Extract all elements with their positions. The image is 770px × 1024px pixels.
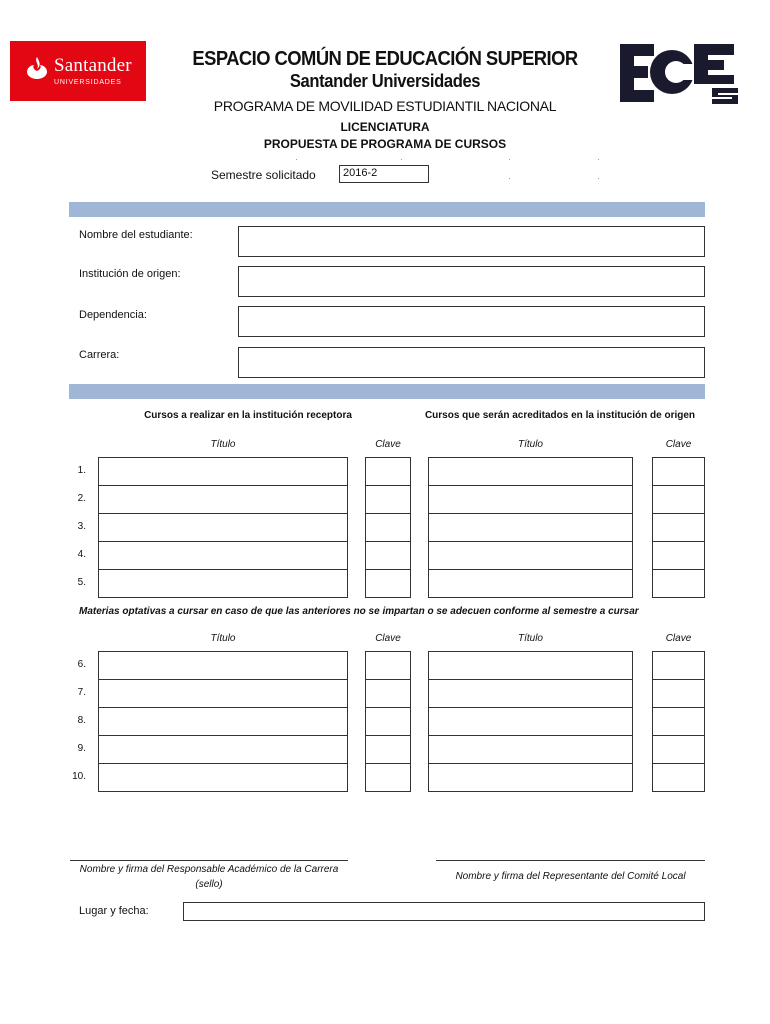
receiving-title-field[interactable] xyxy=(98,485,348,514)
flame-icon xyxy=(25,55,49,81)
origin-institution-label: Institución de origen: xyxy=(79,268,181,280)
receiving-title-field[interactable] xyxy=(98,457,348,486)
origin-title-field[interactable] xyxy=(428,735,633,764)
dot-mark xyxy=(509,178,510,179)
row-number: 4. xyxy=(77,549,86,560)
place-date-field[interactable] xyxy=(183,902,705,921)
student-name-label: Nombre del estudiante: xyxy=(79,229,193,241)
receiving-key-field[interactable] xyxy=(365,485,411,514)
col-title-receiving: Título xyxy=(210,439,236,450)
santander-logo xyxy=(10,41,146,101)
origin-key-field[interactable] xyxy=(652,679,705,708)
receiving-key-field[interactable] xyxy=(365,513,411,542)
optional-courses-header: Materias optativas a cursar en caso de que las anteriores no se impartan o se adecuen conforme al semestre a cursar xyxy=(79,606,639,617)
origin-key-field[interactable] xyxy=(652,541,705,570)
row-number: 2. xyxy=(77,493,86,504)
academic-signature-line xyxy=(70,860,348,861)
origin-title-field[interactable] xyxy=(428,541,633,570)
row-number: 5. xyxy=(77,577,86,588)
santander-brand-text: Santander xyxy=(54,55,132,76)
row-number: 8. xyxy=(77,715,86,726)
col-key-receiving-optional: Clave xyxy=(375,633,401,644)
receiving-courses-header: Cursos a realizar en la institución receptora xyxy=(144,410,352,421)
academic-signature-seal: (sello) xyxy=(195,879,223,890)
col-key-origin-optional: Clave xyxy=(665,633,692,644)
receiving-title-field[interactable] xyxy=(98,569,348,598)
academic-signature-caption xyxy=(70,862,348,892)
sub-title: Santander Universidades xyxy=(289,71,481,91)
program-title: PROGRAMA DE MOVILIDAD ESTUDIANTIL NACIONAL xyxy=(213,98,557,114)
origin-title-field[interactable] xyxy=(428,651,633,680)
ecoes-logo xyxy=(616,42,744,104)
origin-title-field[interactable] xyxy=(428,569,633,598)
section-band xyxy=(69,384,705,399)
origin-courses-header: Cursos que serán acreditados en la institución de origen xyxy=(424,410,696,421)
origin-key-field[interactable] xyxy=(652,485,705,514)
row-number: 3. xyxy=(77,521,86,532)
committee-signature-line xyxy=(436,860,705,861)
origin-key-field[interactable] xyxy=(652,457,705,486)
receiving-key-field[interactable] xyxy=(365,735,411,764)
department-field[interactable] xyxy=(238,306,705,337)
semester-field[interactable]: 2016-2 xyxy=(339,165,429,183)
receiving-title-field[interactable] xyxy=(98,651,348,680)
receiving-key-field[interactable] xyxy=(365,569,411,598)
proposal-title: PROPUESTA DE PROGRAMA DE CURSOS xyxy=(263,137,507,151)
level-title: LICENCIATURA xyxy=(340,120,430,134)
row-number: 6. xyxy=(77,659,86,670)
receiving-key-field[interactable] xyxy=(365,763,411,792)
origin-title-field[interactable] xyxy=(428,485,633,514)
receiving-key-field[interactable] xyxy=(365,707,411,736)
origin-title-field[interactable] xyxy=(428,513,633,542)
dot-mark xyxy=(509,159,510,160)
main-title: ESPACIO COMÚN DE EDUCACIÓN SUPERIOR xyxy=(192,48,578,70)
origin-institution-field[interactable] xyxy=(238,266,705,297)
career-label: Carrera: xyxy=(79,349,120,361)
col-title-origin: Título xyxy=(517,439,543,450)
student-name-field[interactable] xyxy=(238,226,705,257)
receiving-title-field[interactable] xyxy=(98,763,348,792)
row-number: 9. xyxy=(77,743,86,754)
origin-key-field[interactable] xyxy=(652,569,705,598)
receiving-key-field[interactable] xyxy=(365,651,411,680)
origin-key-field[interactable] xyxy=(652,707,705,736)
place-date-label: Lugar y fecha: xyxy=(79,905,149,917)
col-key-origin: Clave xyxy=(665,439,692,450)
col-key-receiving: Clave xyxy=(375,439,401,450)
dot-mark xyxy=(598,178,599,179)
dot-mark xyxy=(401,159,402,160)
col-title-origin-optional: Título xyxy=(517,633,543,644)
academic-signature-text: Nombre y firma del Responsable Académico de la Carrera xyxy=(79,864,339,875)
receiving-title-field[interactable] xyxy=(98,707,348,736)
origin-title-field[interactable] xyxy=(428,457,633,486)
semester-label: Semestre solicitado xyxy=(211,168,316,182)
origin-title-field[interactable] xyxy=(428,679,633,708)
row-number: 7. xyxy=(77,687,86,698)
receiving-title-field[interactable] xyxy=(98,513,348,542)
section-band xyxy=(69,202,705,217)
receiving-title-field[interactable] xyxy=(98,735,348,764)
origin-key-field[interactable] xyxy=(652,651,705,680)
origin-title-field[interactable] xyxy=(428,707,633,736)
receiving-title-field[interactable] xyxy=(98,679,348,708)
origin-key-field[interactable] xyxy=(652,735,705,764)
santander-sub-text: UNIVERSIDADES xyxy=(54,79,122,86)
dot-mark xyxy=(598,159,599,160)
department-label: Dependencia: xyxy=(79,309,147,321)
origin-key-field[interactable] xyxy=(652,513,705,542)
receiving-title-field[interactable] xyxy=(98,541,348,570)
col-title-receiving-optional: Título xyxy=(210,633,236,644)
origin-key-field[interactable] xyxy=(652,763,705,792)
row-number: 10. xyxy=(72,771,86,782)
receiving-key-field[interactable] xyxy=(365,457,411,486)
career-field[interactable] xyxy=(238,347,705,378)
origin-title-field[interactable] xyxy=(428,763,633,792)
receiving-key-field[interactable] xyxy=(365,541,411,570)
committee-signature-caption: Nombre y firma del Representante del Comité Local xyxy=(455,871,686,882)
row-number: 1. xyxy=(77,465,86,476)
dot-mark xyxy=(296,159,297,160)
receiving-key-field[interactable] xyxy=(365,679,411,708)
